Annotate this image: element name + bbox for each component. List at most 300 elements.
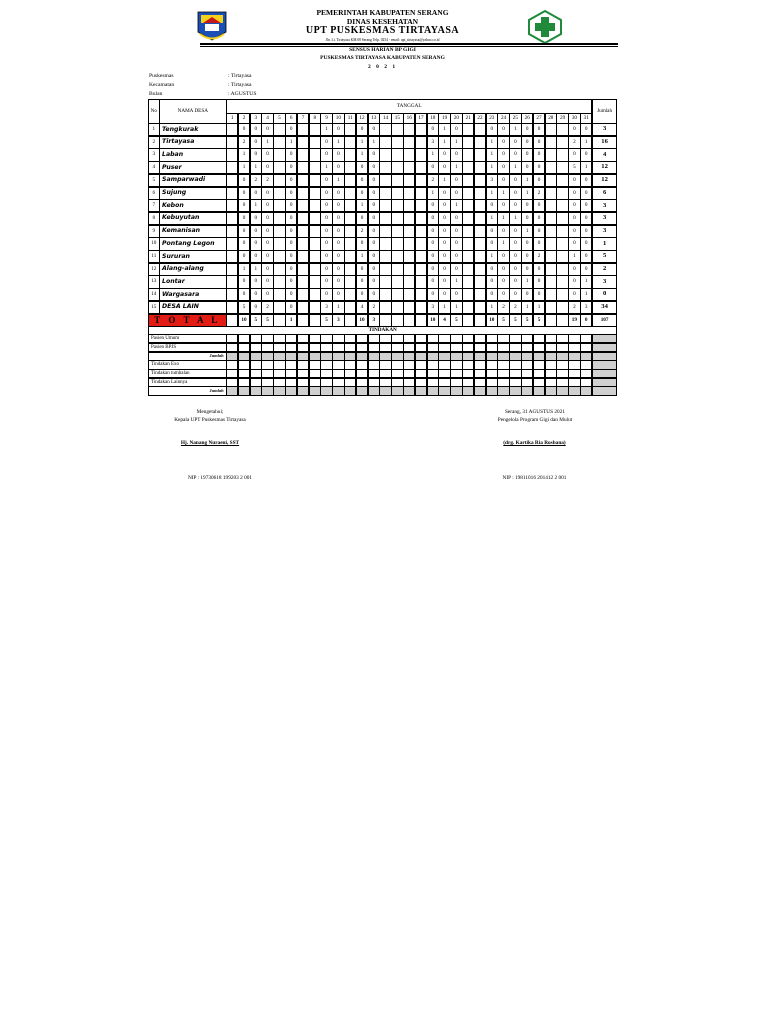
daily-count-cell [545, 275, 557, 288]
daily-count-cell [344, 275, 356, 288]
daily-count-cell [462, 225, 474, 238]
daily-count-cell [391, 161, 403, 174]
daily-count-cell [403, 250, 415, 263]
daily-count-cell: 0 [427, 199, 439, 212]
daily-count-cell: 0 [356, 275, 368, 288]
daily-count-cell: 0 [368, 199, 380, 212]
daily-count-cell [309, 148, 321, 161]
tindakan-day-cell [368, 386, 380, 395]
daily-count-cell [462, 199, 474, 212]
day-header-cell: 21 [462, 113, 474, 124]
row-total: 2 [592, 263, 618, 276]
daily-count-cell [545, 123, 557, 136]
daily-count-cell [379, 263, 391, 276]
daily-count-cell: 0 [285, 148, 297, 161]
daily-count-cell: 0 [238, 123, 250, 136]
daily-count-cell: 0 [497, 123, 509, 136]
report-title: SENSUS HARIAN BP GIGI [349, 47, 416, 53]
daily-count-cell: 1 [438, 136, 450, 149]
daily-count-cell: 1 [521, 174, 533, 187]
daily-count-cell [379, 275, 391, 288]
daily-count-cell [403, 123, 415, 136]
daily-count-cell: 0 [427, 275, 439, 288]
daily-count-cell [462, 263, 474, 276]
info-bulan: Bulan : AGUSTUS [149, 91, 257, 97]
daily-total-cell: 5 [497, 314, 509, 327]
daily-count-cell [379, 237, 391, 250]
day-header-cell: 13 [368, 113, 380, 124]
daily-count-cell: 0 [486, 275, 498, 288]
daily-count-cell: 1 [497, 187, 509, 200]
daily-total-cell [415, 314, 427, 327]
tindakan-label: Tindakan Lainnya [148, 378, 227, 387]
daily-count-cell: 0 [320, 136, 332, 149]
daily-count-cell [344, 174, 356, 187]
daily-count-cell: 0 [356, 288, 368, 301]
daily-count-cell: 0 [568, 123, 580, 136]
tindakan-day-cell [344, 386, 356, 395]
row-number: 1 [148, 123, 160, 136]
daily-count-cell [474, 288, 486, 301]
daily-count-cell: 0 [497, 136, 509, 149]
header-department: DINAS KESEHATAN [346, 17, 419, 26]
daily-count-cell [344, 136, 356, 149]
report-year: 2 0 2 1 [367, 64, 398, 70]
tindakan-sum-label: Jumlah [148, 352, 227, 361]
daily-count-cell [556, 136, 568, 149]
daily-count-cell: 0 [497, 148, 509, 161]
daily-count-cell: 0 [332, 288, 344, 301]
daily-count-cell: 1 [356, 136, 368, 149]
regency-emblem-icon [195, 10, 229, 42]
daily-count-cell: 0 [580, 263, 592, 276]
daily-count-cell [309, 212, 321, 225]
daily-count-cell: 0 [533, 174, 545, 187]
daily-count-cell: 0 [533, 237, 545, 250]
daily-count-cell [403, 225, 415, 238]
daily-count-cell: 0 [356, 123, 368, 136]
daily-total-cell: 3 [368, 314, 380, 327]
daily-count-cell: 0 [320, 148, 332, 161]
daily-count-cell: 0 [320, 187, 332, 200]
daily-count-cell: 0 [580, 174, 592, 187]
tindakan-day-cell [450, 386, 462, 395]
daily-count-cell [403, 174, 415, 187]
row-number: 4 [148, 161, 160, 174]
daily-count-cell: 5 [238, 301, 250, 314]
row-total: 6 [592, 187, 618, 200]
tindakan-day-cell [391, 386, 403, 395]
col-header-jumlah: Jumlah [592, 99, 618, 124]
daily-total-cell: 10 [486, 314, 498, 327]
daily-count-cell: 0 [368, 161, 380, 174]
daily-total-cell [556, 314, 568, 327]
daily-count-cell: 1 [250, 199, 262, 212]
daily-count-cell [474, 148, 486, 161]
daily-count-cell [556, 250, 568, 263]
daily-count-cell: 1 [450, 199, 462, 212]
daily-count-cell [273, 161, 285, 174]
tindakan-label: Pasien BPJS [148, 343, 227, 352]
daily-count-cell [344, 187, 356, 200]
tindakan-day-cell [438, 386, 450, 395]
daily-count-cell: 0 [509, 187, 521, 200]
daily-count-cell [226, 187, 238, 200]
daily-count-cell: 0 [450, 263, 462, 276]
daily-count-cell [309, 123, 321, 136]
daily-count-cell [403, 288, 415, 301]
report-subtitle: PUSKESMAS TIRTAYASA KABUPATEN SERANG [320, 55, 445, 61]
daily-count-cell [273, 148, 285, 161]
daily-count-cell: 1 [580, 161, 592, 174]
daily-count-cell: 0 [261, 161, 273, 174]
daily-count-cell [556, 187, 568, 200]
daily-count-cell: 0 [261, 199, 273, 212]
daily-count-cell: 0 [568, 187, 580, 200]
daily-count-cell: 0 [509, 199, 521, 212]
daily-count-cell: 1 [438, 123, 450, 136]
daily-count-cell: 0 [486, 225, 498, 238]
daily-count-cell [545, 301, 557, 314]
daily-count-cell: 0 [332, 212, 344, 225]
daily-count-cell: 0 [285, 123, 297, 136]
daily-count-cell: 1 [486, 301, 498, 314]
daily-count-cell: 2 [368, 301, 380, 314]
daily-count-cell: 0 [427, 263, 439, 276]
daily-count-cell: 0 [332, 161, 344, 174]
daily-count-cell [391, 199, 403, 212]
daily-count-cell [309, 301, 321, 314]
daily-count-cell: 2 [509, 301, 521, 314]
footer-head-name: Hj. Nanang Nuraeni, SST [180, 440, 240, 446]
daily-count-cell: 0 [438, 148, 450, 161]
daily-total-cell: 4 [438, 314, 450, 327]
daily-count-cell: 0 [250, 136, 262, 149]
day-header-cell: 29 [556, 113, 568, 124]
daily-count-cell: 0 [368, 212, 380, 225]
daily-count-cell [474, 225, 486, 238]
daily-count-cell [344, 237, 356, 250]
daily-count-cell [391, 275, 403, 288]
daily-count-cell: 0 [368, 288, 380, 301]
daily-count-cell [474, 199, 486, 212]
daily-count-cell [273, 301, 285, 314]
daily-count-cell: 0 [450, 250, 462, 263]
daily-count-cell: 0 [568, 288, 580, 301]
daily-total-cell [309, 314, 321, 327]
daily-count-cell [556, 161, 568, 174]
daily-count-cell: 0 [285, 263, 297, 276]
daily-count-cell [474, 212, 486, 225]
row-number: 6 [148, 187, 160, 200]
day-header-cell: 1 [226, 113, 238, 124]
daily-count-cell: 1 [438, 301, 450, 314]
daily-count-cell [344, 212, 356, 225]
daily-count-cell: 0 [238, 288, 250, 301]
daily-count-cell [391, 212, 403, 225]
daily-total-cell: 0 [580, 314, 592, 327]
daily-count-cell: 2 [261, 301, 273, 314]
daily-count-cell: 2 [568, 136, 580, 149]
daily-count-cell [297, 301, 309, 314]
daily-count-cell [344, 225, 356, 238]
daily-count-cell [391, 225, 403, 238]
daily-count-cell: 0 [368, 250, 380, 263]
tindakan-day-cell [474, 386, 486, 395]
daily-count-cell: 0 [332, 187, 344, 200]
daily-count-cell [309, 225, 321, 238]
daily-count-cell: 2 [250, 174, 262, 187]
daily-count-cell: 1 [521, 225, 533, 238]
row-total: 3 [592, 199, 618, 212]
daily-count-cell [415, 288, 427, 301]
village-name: Puser [159, 161, 227, 174]
daily-count-cell [474, 301, 486, 314]
daily-count-cell: 0 [261, 123, 273, 136]
daily-count-cell: 0 [580, 237, 592, 250]
daily-count-cell: 2 [533, 187, 545, 200]
daily-count-cell: 1 [356, 250, 368, 263]
daily-count-cell: 0 [521, 161, 533, 174]
footer-program-name: (drg. Kartika Ria Rosbana) [503, 440, 566, 446]
daily-count-cell [545, 212, 557, 225]
daily-count-cell [297, 288, 309, 301]
village-name: Laban [159, 148, 227, 161]
village-name: DESA LAIN [159, 301, 227, 314]
daily-count-cell: 0 [521, 288, 533, 301]
daily-count-cell [545, 199, 557, 212]
row-number: 14 [148, 288, 160, 301]
tindakan-day-cell [297, 386, 309, 395]
daily-count-cell: 0 [521, 136, 533, 149]
daily-count-cell [297, 237, 309, 250]
daily-count-cell [226, 174, 238, 187]
daily-count-cell: 0 [497, 174, 509, 187]
daily-count-cell: 1 [486, 148, 498, 161]
daily-count-cell [415, 174, 427, 187]
daily-count-cell [556, 174, 568, 187]
daily-count-cell: 0 [285, 187, 297, 200]
daily-count-cell [309, 275, 321, 288]
daily-count-cell: 0 [368, 148, 380, 161]
daily-count-cell [462, 148, 474, 161]
daily-count-cell [403, 199, 415, 212]
daily-total-cell: 5 [521, 314, 533, 327]
daily-count-cell: 0 [450, 174, 462, 187]
day-header-cell: 12 [356, 113, 368, 124]
daily-count-cell: 0 [509, 237, 521, 250]
daily-count-cell: 0 [486, 263, 498, 276]
daily-count-cell [379, 199, 391, 212]
daily-count-cell: 1 [250, 161, 262, 174]
daily-count-cell: 0 [261, 288, 273, 301]
daily-count-cell: 1 [497, 237, 509, 250]
tindakan-day-cell [238, 386, 250, 395]
daily-count-cell: 0 [261, 275, 273, 288]
daily-count-cell: 0 [568, 212, 580, 225]
daily-count-cell [462, 187, 474, 200]
row-total: 4 [592, 148, 618, 161]
daily-count-cell [545, 161, 557, 174]
daily-count-cell: 0 [238, 237, 250, 250]
daily-count-cell [379, 161, 391, 174]
daily-count-cell: 0 [238, 212, 250, 225]
day-header-cell: 16 [403, 113, 415, 124]
daily-count-cell: 0 [368, 225, 380, 238]
tindakan-label: Tindakan Exo [148, 360, 227, 369]
daily-count-cell: 1 [486, 212, 498, 225]
village-name: Wargasara [159, 288, 227, 301]
daily-count-cell: 3 [580, 301, 592, 314]
daily-count-cell: 0 [285, 174, 297, 187]
row-total: 3 [592, 123, 618, 136]
tindakan-label: Tindakan tumbalan [148, 369, 227, 378]
daily-count-cell [297, 199, 309, 212]
daily-count-cell [379, 225, 391, 238]
daily-count-cell: 1 [580, 136, 592, 149]
tindakan-day-cell [545, 386, 557, 395]
day-header-cell: 3 [250, 113, 262, 124]
daily-count-cell: 0 [261, 237, 273, 250]
daily-count-cell [415, 275, 427, 288]
row-number: 8 [148, 212, 160, 225]
row-total: 3 [592, 225, 618, 238]
daily-count-cell [309, 250, 321, 263]
day-header-cell: 6 [285, 113, 297, 124]
daily-count-cell: 0 [332, 225, 344, 238]
tindakan-day-cell [403, 386, 415, 395]
daily-count-cell: 1 [368, 136, 380, 149]
row-number: 10 [148, 237, 160, 250]
daily-count-cell: 0 [568, 275, 580, 288]
daily-count-cell [462, 174, 474, 187]
daily-count-cell [462, 237, 474, 250]
daily-count-cell [226, 148, 238, 161]
daily-count-cell [309, 237, 321, 250]
daily-count-cell: 1 [427, 148, 439, 161]
daily-count-cell [344, 301, 356, 314]
day-header-cell: 9 [320, 113, 332, 124]
daily-count-cell: 0 [320, 199, 332, 212]
village-name: Alang-alang [159, 263, 227, 276]
daily-total-cell [391, 314, 403, 327]
daily-count-cell [415, 161, 427, 174]
daily-count-cell: 0 [250, 148, 262, 161]
daily-count-cell: 0 [438, 288, 450, 301]
daily-count-cell: 0 [368, 275, 380, 288]
daily-count-cell [379, 174, 391, 187]
row-number: 12 [148, 263, 160, 276]
daily-count-cell: 2 [261, 174, 273, 187]
daily-count-cell: 0 [285, 250, 297, 263]
daily-count-cell: 0 [509, 263, 521, 276]
daily-count-cell [462, 212, 474, 225]
daily-count-cell: 1 [238, 263, 250, 276]
daily-count-cell [415, 136, 427, 149]
daily-count-cell: 0 [368, 263, 380, 276]
row-total: 5 [592, 250, 618, 263]
daily-count-cell [226, 212, 238, 225]
daily-count-cell: 1 [450, 161, 462, 174]
daily-total-cell: 10 [238, 314, 250, 327]
tindakan-day-cell [462, 386, 474, 395]
day-header-cell: 15 [391, 113, 403, 124]
daily-count-cell: 1 [509, 212, 521, 225]
daily-count-cell [403, 237, 415, 250]
daily-count-cell: 0 [368, 123, 380, 136]
daily-count-cell: 0 [238, 187, 250, 200]
daily-count-cell: 0 [320, 250, 332, 263]
daily-count-cell: 0 [368, 187, 380, 200]
daily-count-cell: 0 [261, 148, 273, 161]
daily-count-cell: 0 [521, 263, 533, 276]
daily-count-cell: 0 [521, 199, 533, 212]
footer-acknowledged: Mengetahui; [196, 409, 224, 415]
daily-count-cell [462, 301, 474, 314]
daily-count-cell: 0 [438, 187, 450, 200]
daily-count-cell: 0 [261, 250, 273, 263]
daily-total-cell: 1 [285, 314, 297, 327]
daily-count-cell: 0 [438, 225, 450, 238]
daily-count-cell [297, 187, 309, 200]
daily-count-cell [391, 288, 403, 301]
daily-total-cell: 10 [427, 314, 439, 327]
tindakan-day-cell [486, 386, 498, 395]
daily-count-cell [344, 288, 356, 301]
daily-count-cell: 2 [238, 136, 250, 149]
daily-count-cell: 0 [568, 237, 580, 250]
daily-count-cell: 2 [568, 301, 580, 314]
daily-count-cell [403, 212, 415, 225]
daily-count-cell [309, 187, 321, 200]
daily-count-cell: 2 [427, 174, 439, 187]
daily-count-cell: 1 [521, 187, 533, 200]
daily-count-cell [379, 148, 391, 161]
daily-count-cell [415, 225, 427, 238]
village-name: Kebuyutan [159, 212, 227, 225]
daily-count-cell: 0 [261, 212, 273, 225]
daily-count-cell: 0 [250, 301, 262, 314]
day-header-cell: 19 [438, 113, 450, 124]
daily-count-cell [415, 123, 427, 136]
daily-count-cell: 0 [497, 288, 509, 301]
daily-count-cell: 0 [568, 199, 580, 212]
daily-total-cell [474, 314, 486, 327]
daily-count-cell: 0 [497, 250, 509, 263]
daily-count-cell [226, 237, 238, 250]
daily-count-cell: 0 [261, 263, 273, 276]
tindakan-sum-label: Jumlah [148, 386, 227, 395]
row-number: 11 [148, 250, 160, 263]
daily-total-cell: 3 [332, 314, 344, 327]
village-name: Sujung [159, 187, 227, 200]
daily-count-cell: 0 [238, 275, 250, 288]
tindakan-day-cell [320, 386, 332, 395]
daily-count-cell [344, 199, 356, 212]
daily-count-cell [273, 225, 285, 238]
daily-total-cell: 19 [568, 314, 580, 327]
daily-count-cell: 1 [250, 263, 262, 276]
daily-count-cell [415, 237, 427, 250]
daily-count-cell: 0 [509, 148, 521, 161]
daily-count-cell [415, 250, 427, 263]
daily-count-cell [226, 161, 238, 174]
daily-count-cell: 1 [356, 148, 368, 161]
daily-count-cell [556, 237, 568, 250]
daily-count-cell [556, 225, 568, 238]
daily-count-cell: 0 [250, 212, 262, 225]
tindakan-day-cell [379, 386, 391, 395]
